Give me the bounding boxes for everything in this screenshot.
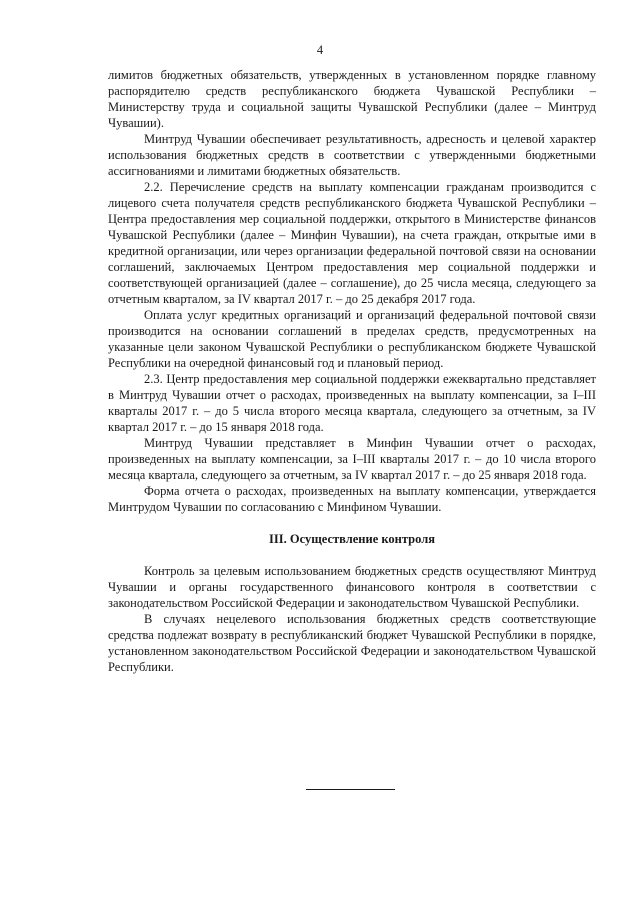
- closing-divider: [306, 789, 395, 790]
- paragraph-control: Контроль за целевым использованием бюджетных средств осуществляют Минтруд Чувашии и органы государственного финансового контроля в соответствии с законодательством Российской Федерации и законодательством Чувашской Республики.: [108, 564, 596, 610]
- section-heading-control: III. Осуществление контроля: [269, 532, 435, 546]
- paragraph-2-2-transfer: 2.2. Перечисление средств на выплату компенсации гражданам производится с лицевого счета получателя средств республиканского бюджета Чувашской Республики – Центра предоставления мер социальной поддержки, открытого в Министерстве финансов Чувашской Республики (далее – Минфин Чувашии), на счета граждан, открытые ими в кредитной организации, или через организации федеральной почтовой связи на основании соглашений, заключаемых Центром предоставления мер социальной поддержки и соответствующей организацией (далее – соглашение), до 25 числа месяца, следующего за отчетным кварталом, за IV квартал 2017 г. – до 25 декабря 2017 года.: [108, 180, 596, 306]
- paragraph-effectiveness: Минтруд Чувашии обеспечивает результативность, адресность и целевой характер использования бюджетных средств в соответствии с утвержденными бюджетными ассигнованиями и лимитами бюджетных обязательств.: [108, 132, 596, 178]
- paragraph-2-3-report: 2.3. Центр предоставления мер социальной поддержки ежеквартально представляет в Минтруд Чувашии отчет о расходах, произведенных на выплату компенсации, за I–III кварталы 2017 г. – до 5 числа второго месяца квартала, следующего за отчетным, за IV квартал 2017 г. – до 15 января 2018 года.: [108, 372, 596, 434]
- document-body: [108, 67, 596, 675]
- paragraph-misuse-return: В случаях нецелевого использования бюджетных средств соответствующие средства подлежат возврату в республиканский бюджет Чувашской Республики в порядке, установленном законодательством Российской Федерации и законодательством Чувашской Республики.: [108, 612, 596, 674]
- paragraph-service-payment: Оплата услуг кредитных организаций и организаций федеральной почтовой связи производится на основании соглашений в пределах средств, предусмотренных на указанные цели законом Чувашской Республики о республиканском бюджете Чувашской Республики на очередной финансовый год и плановый период.: [108, 308, 596, 370]
- paragraph-limits: лимитов бюджетных обязательств, утвержденных в установленном порядке главному распорядителю средств республиканского бюджета Чувашской Республики – Министерству труда и социальной защиты Чувашской Республики (далее – Минтруд Чувашии).: [108, 68, 596, 130]
- paragraph-mintrud-report: Минтруд Чувашии представляет в Минфин Чувашии отчет о расходах, произведенных на выплату компенсации, за I–III кварталы 2017 г. – до 10 числа второго месяца квартала, следующего за отчетным, за IV квартал 2017 г. – до 25 января 2018 года.: [108, 436, 596, 482]
- page-number: 4: [316, 43, 324, 57]
- paragraph-report-form: Форма отчета о расходах, произведенных на выплату компенсации, утверждается Минтрудом Чувашии по согласованию с Минфином Чувашии.: [108, 484, 596, 514]
